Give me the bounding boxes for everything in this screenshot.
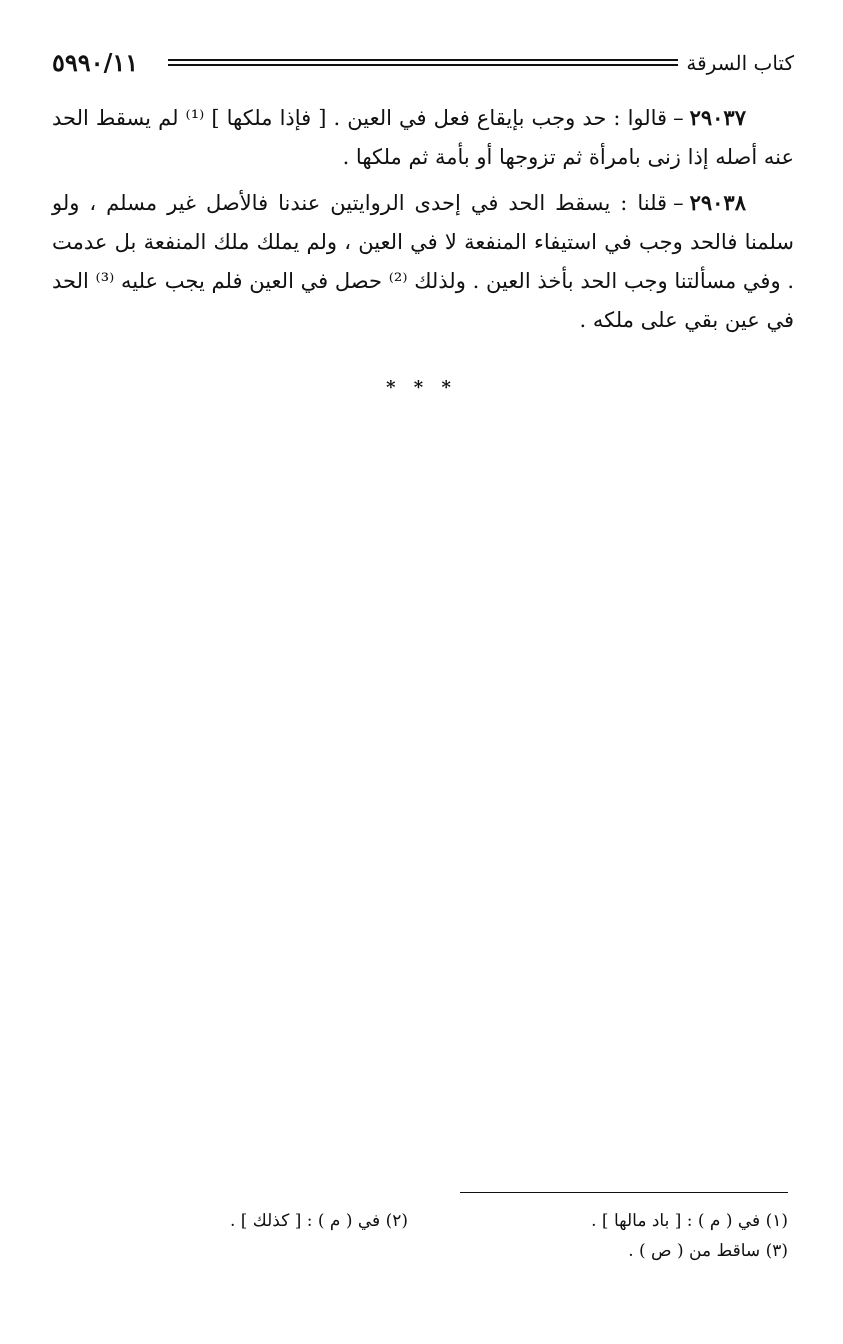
paragraph-text: قالوا : حد وجب بإيقاع فعل في العين . [ فإذا ملكها ] ⁽¹⁾ لم يسقط الحد عنه أصله إذا زنى بامرأة ثم تزوجها أو بأمة ثم ملكها . (52, 106, 794, 169)
header-double-rule (168, 59, 678, 66)
paragraph-number: ٢٩٠٣٨ (689, 190, 746, 215)
footnote-1: (١) في ( م ) : [ باد مالها ] . (591, 1211, 788, 1231)
paragraph-number: ٢٩٠٣٧ (689, 105, 746, 130)
dash: – (673, 191, 684, 215)
page-number: ٥٩٩٠/١١ (52, 48, 139, 77)
main-text (52, 98, 794, 346)
paragraph-29038 (52, 183, 794, 340)
section-separator: * * * (386, 377, 457, 398)
paragraph-29037 (52, 98, 794, 177)
book-title: كتاب السرقة (686, 51, 794, 75)
page-header (52, 46, 794, 80)
dash: – (673, 106, 684, 130)
footnotes (52, 1206, 788, 1278)
footnote-divider (460, 1192, 788, 1193)
footnote-3: (٣) ساقط من ( ص ) . (628, 1241, 788, 1261)
paragraph-text: قلنا : يسقط الحد في إحدى الروايتين عندنا فالأصل غير مسلم ، ولو سلمنا فالحد وجب في استيفاء المنفعة لا في العين ، ولم يملك ملك المنفعة بل عدمت . وفي مسألتنا وجب الحد بأخذ العين . ولذلك ⁽²⁾ حصل في العين فلم يجب عليه ⁽³⁾ الحد في عين بقي على ملكه . (52, 191, 794, 332)
footnote-2: (٢) في ( م ) : [ كذلك ] . (229, 1211, 408, 1231)
